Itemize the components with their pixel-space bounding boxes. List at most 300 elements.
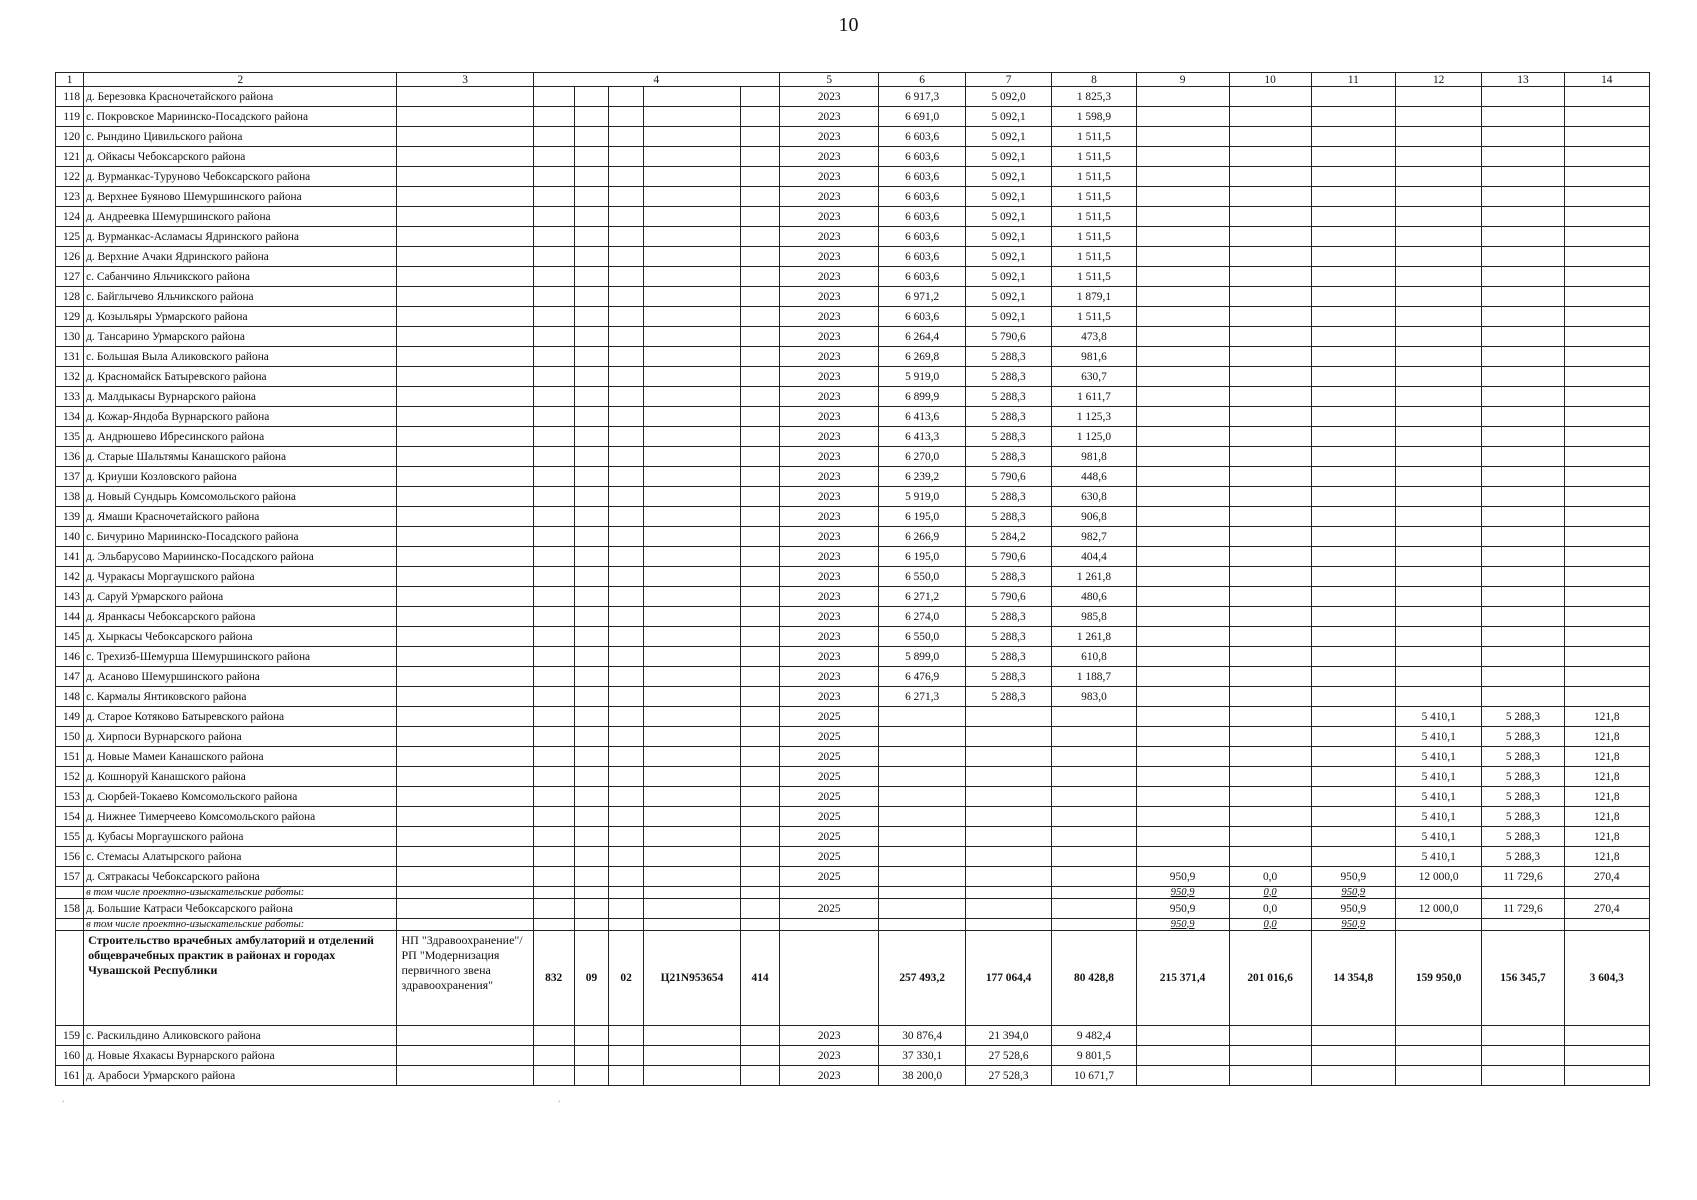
table-cell: 404,4 (1052, 547, 1136, 567)
table-cell (397, 347, 533, 367)
table-cell (609, 167, 644, 187)
table-cell (1395, 1066, 1481, 1086)
table-cell (397, 1046, 533, 1066)
header-cell: 4 (533, 73, 779, 87)
table-cell (609, 407, 644, 427)
table-cell (1052, 899, 1136, 919)
row-number: 124 (56, 207, 84, 227)
table-cell: 5 288,3 (965, 347, 1051, 367)
table-cell (1229, 547, 1311, 567)
table-cell (533, 447, 574, 467)
table-cell (1052, 919, 1136, 931)
table-cell (609, 627, 644, 647)
row-number: 151 (56, 747, 84, 767)
table-cell (574, 847, 609, 867)
table-cell (1311, 87, 1395, 107)
table-cell: 6 550,0 (879, 567, 965, 587)
table-cell: 5 092,1 (965, 187, 1051, 207)
settlement-name: д. Ойкасы Чебоксарского района (84, 147, 397, 167)
table-cell: 5 288,3 (965, 487, 1051, 507)
table-cell (1229, 427, 1311, 447)
table-cell (533, 827, 574, 847)
table-row (56, 807, 1650, 827)
table-cell (533, 667, 574, 687)
table-cell: 5 288,3 (965, 407, 1051, 427)
table-cell (574, 827, 609, 847)
table-cell (574, 707, 609, 727)
page-number: 10 (838, 14, 859, 36)
table-cell (533, 887, 574, 899)
table-cell (1564, 267, 1649, 287)
header-row (56, 73, 1650, 87)
table-cell (533, 367, 574, 387)
settlement-name: д. Саруй Урмарского района (84, 587, 397, 607)
table-cell: 6 603,6 (879, 127, 965, 147)
row-number: 137 (56, 467, 84, 487)
table-cell (1564, 1046, 1649, 1066)
table-cell (643, 327, 740, 347)
table-cell (1311, 1046, 1395, 1066)
year-cell: 2023 (780, 287, 879, 307)
table-cell: 610,8 (1052, 647, 1136, 667)
table-cell (1052, 847, 1136, 867)
table-cell (397, 487, 533, 507)
table-cell (1136, 507, 1229, 527)
table-cell: 6 603,6 (879, 267, 965, 287)
table-cell (1136, 607, 1229, 627)
table-cell: 6 271,3 (879, 687, 965, 707)
table-cell (1564, 147, 1649, 167)
table-cell (1395, 147, 1481, 167)
settlement-name: д. Эльбарусово Мариинско-Посадского района (84, 547, 397, 567)
table-cell (1395, 387, 1481, 407)
table-cell (1564, 407, 1649, 427)
table-cell: 5 410,1 (1395, 827, 1481, 847)
table-cell: 983,0 (1052, 687, 1136, 707)
table-cell (1229, 747, 1311, 767)
table-cell (1229, 87, 1311, 107)
row-number: 120 (56, 127, 84, 147)
table-cell (533, 87, 574, 107)
table-cell (1482, 527, 1564, 547)
table-cell (397, 647, 533, 667)
row-number: 143 (56, 587, 84, 607)
table-cell (1229, 627, 1311, 647)
row-number: 141 (56, 547, 84, 567)
table-cell (1311, 587, 1395, 607)
table-cell (1052, 747, 1136, 767)
table-cell (1229, 267, 1311, 287)
year-cell: 2023 (780, 627, 879, 647)
table-cell (741, 1046, 780, 1066)
settlement-name: д. Кошноруй Канашского района (84, 767, 397, 787)
table-row (56, 627, 1650, 647)
table-cell (1229, 707, 1311, 727)
table-cell (609, 567, 644, 587)
table-cell (643, 867, 740, 887)
table-cell (1482, 547, 1564, 567)
table-cell (397, 707, 533, 727)
table-cell (574, 527, 609, 547)
table-cell (643, 407, 740, 427)
row-number: 136 (56, 447, 84, 467)
table-cell (1052, 827, 1136, 847)
settlement-name: д. Андреевка Шемуршинского района (84, 207, 397, 227)
table-cell (1311, 427, 1395, 447)
table-row (56, 687, 1650, 707)
table-cell: 6 271,2 (879, 587, 965, 607)
table-cell (1229, 607, 1311, 627)
table-cell (1311, 167, 1395, 187)
table-cell (1229, 407, 1311, 427)
year-cell: 2023 (780, 447, 879, 467)
table-cell (533, 147, 574, 167)
table-cell (1136, 307, 1229, 327)
table-cell (609, 1066, 644, 1086)
table-cell: 5 288,3 (1482, 767, 1564, 787)
settlement-name: д. Криуши Козловского района (84, 467, 397, 487)
table-cell (1482, 267, 1564, 287)
table-cell (643, 387, 740, 407)
table-cell (643, 827, 740, 847)
budget-code: 414 (741, 931, 780, 1026)
row-number: 118 (56, 87, 84, 107)
table-cell: 9 801,5 (1052, 1046, 1136, 1066)
table-cell (1482, 147, 1564, 167)
table-cell: 1 511,5 (1052, 247, 1136, 267)
table-cell: 1 261,8 (1052, 627, 1136, 647)
settlement-name: с. Раскильдино Аликовского района (84, 1026, 397, 1046)
year-cell: 2025 (780, 707, 879, 727)
table-cell (397, 167, 533, 187)
table-cell (609, 267, 644, 287)
table-cell: 5 092,1 (965, 307, 1051, 327)
table-cell: 5 092,1 (965, 227, 1051, 247)
settlement-name: д. Хыркасы Чебоксарского района (84, 627, 397, 647)
table-cell: 6 603,6 (879, 307, 965, 327)
table-cell (1311, 207, 1395, 227)
table-cell (1311, 727, 1395, 747)
table-cell (397, 887, 533, 899)
table-cell (1229, 787, 1311, 807)
table-cell (1395, 347, 1481, 367)
row-number: 127 (56, 267, 84, 287)
settlement-name: д. Новые Яхакасы Вурнарского района (84, 1046, 397, 1066)
table-cell (741, 467, 780, 487)
note-row (56, 919, 1650, 931)
table-cell (1482, 347, 1564, 367)
header-cell: 14 (1564, 73, 1649, 87)
table-cell (1229, 727, 1311, 747)
year-cell: 2025 (780, 827, 879, 847)
table-cell (1229, 287, 1311, 307)
table-cell (1136, 647, 1229, 667)
settlement-name: с. Байглычево Яльчикского района (84, 287, 397, 307)
table-cell (397, 307, 533, 327)
budget-code: 02 (609, 931, 644, 1026)
settlement-name: с. Сабанчино Яльчикского района (84, 267, 397, 287)
year-cell: 2025 (780, 727, 879, 747)
table-cell (397, 627, 533, 647)
table-row (56, 407, 1650, 427)
table-cell (1395, 687, 1481, 707)
table-cell (574, 127, 609, 147)
table-cell (1482, 207, 1564, 227)
table-cell: 0,0 (1229, 867, 1311, 887)
settlement-name: д. Арабоси Урмарского района (84, 1066, 397, 1086)
row-number: 138 (56, 487, 84, 507)
table-cell: 985,8 (1052, 607, 1136, 627)
table-cell (1482, 227, 1564, 247)
table-cell (397, 447, 533, 467)
table-cell (1564, 567, 1649, 587)
table-cell: 1 879,1 (1052, 287, 1136, 307)
table-cell (1482, 407, 1564, 427)
table-cell: 5 288,3 (1482, 727, 1564, 747)
table-cell (643, 307, 740, 327)
table-cell (574, 387, 609, 407)
table-row (56, 347, 1650, 367)
table-cell (397, 407, 533, 427)
table-cell (1564, 487, 1649, 507)
table-cell: 6 195,0 (879, 547, 965, 567)
table-cell (397, 567, 533, 587)
table-cell: 5 288,3 (965, 367, 1051, 387)
table-cell (741, 167, 780, 187)
table-cell (1136, 227, 1229, 247)
table-cell (965, 767, 1051, 787)
table-cell: 5 288,3 (965, 607, 1051, 627)
table-cell: 5 288,3 (965, 447, 1051, 467)
table-cell (1482, 587, 1564, 607)
row-number: 150 (56, 727, 84, 747)
table-cell (574, 167, 609, 187)
table-cell: 121,8 (1564, 787, 1649, 807)
settlement-name: д. Верхние Ачаки Ядринского района (84, 247, 397, 267)
table-cell (643, 227, 740, 247)
settlement-name: д. Андрюшево Ибресинского района (84, 427, 397, 447)
table-cell: 38 200,0 (879, 1066, 965, 1086)
table-cell (965, 747, 1051, 767)
settlement-name: д. Асаново Шемуршинского района (84, 667, 397, 687)
table-cell (609, 447, 644, 467)
table-cell (533, 1026, 574, 1046)
table-cell (1311, 307, 1395, 327)
table-cell (1395, 267, 1481, 287)
table-cell (574, 747, 609, 767)
table-cell (397, 867, 533, 887)
table-cell (533, 747, 574, 767)
table-cell (1482, 87, 1564, 107)
year-cell: 2023 (780, 487, 879, 507)
table-cell (1482, 1026, 1564, 1046)
table-cell: 5 092,1 (965, 167, 1051, 187)
settlement-name: с. Бичурино Мариинско-Посадского района (84, 527, 397, 547)
row-number: 140 (56, 527, 84, 547)
table-cell: 5 410,1 (1395, 787, 1481, 807)
table-cell (741, 767, 780, 787)
table-cell (1564, 447, 1649, 467)
table-cell: 5 092,1 (965, 267, 1051, 287)
year-cell: 2023 (780, 1066, 879, 1086)
table-cell: 5 410,1 (1395, 727, 1481, 747)
table-cell (1136, 527, 1229, 547)
table-cell (741, 707, 780, 727)
table-cell (574, 467, 609, 487)
total-cell: 215 371,4 (1136, 931, 1229, 1026)
table-row (56, 267, 1650, 287)
table-cell (1229, 327, 1311, 347)
table-cell (1311, 847, 1395, 867)
year-cell: 2023 (780, 87, 879, 107)
table-cell (879, 847, 965, 867)
table-cell (1395, 887, 1481, 899)
table-row (56, 707, 1650, 727)
budget-code: Ц21N953654 (643, 931, 740, 1026)
row-number: 154 (56, 807, 84, 827)
table-cell: 5 410,1 (1395, 807, 1481, 827)
table-cell: 0,0 (1229, 919, 1311, 931)
table-cell (533, 107, 574, 127)
table-cell (741, 607, 780, 627)
table-cell (397, 767, 533, 787)
table-cell (533, 507, 574, 527)
table-cell (1482, 919, 1564, 931)
table-cell: 1 511,5 (1052, 127, 1136, 147)
table-cell (1311, 227, 1395, 247)
row-number: 119 (56, 107, 84, 127)
table-cell (643, 919, 740, 931)
table-cell (1311, 387, 1395, 407)
table-cell: 6 550,0 (879, 627, 965, 647)
table-cell (574, 287, 609, 307)
table-cell (1136, 247, 1229, 267)
table-cell: 27 528,3 (965, 1066, 1051, 1086)
table-cell (609, 547, 644, 567)
table-cell (609, 727, 644, 747)
table-cell (1136, 287, 1229, 307)
table-cell: 1 611,7 (1052, 387, 1136, 407)
year-cell: 2023 (780, 147, 879, 167)
table-cell (397, 1026, 533, 1046)
table-cell (1311, 1026, 1395, 1046)
table-cell: 5 092,1 (965, 127, 1051, 147)
table-cell: 5 790,6 (965, 467, 1051, 487)
table-cell: 121,8 (1564, 727, 1649, 747)
table-row (56, 1046, 1650, 1066)
table-cell (533, 647, 574, 667)
header-cell: 12 (1395, 73, 1481, 87)
table-cell (1564, 647, 1649, 667)
table-cell: 480,6 (1052, 587, 1136, 607)
table-cell (741, 187, 780, 207)
table-cell (1311, 107, 1395, 127)
table-row (56, 547, 1650, 567)
table-cell: 12 000,0 (1395, 899, 1481, 919)
table-cell (643, 727, 740, 747)
table-cell (1482, 607, 1564, 627)
table-row (56, 167, 1650, 187)
table-cell (609, 387, 644, 407)
table-cell (533, 807, 574, 827)
table-cell (609, 747, 644, 767)
table-cell (1564, 127, 1649, 147)
year-cell: 2023 (780, 227, 879, 247)
table-cell (965, 919, 1051, 931)
table-cell (1395, 407, 1481, 427)
table-cell (1136, 587, 1229, 607)
table-cell (1136, 407, 1229, 427)
year-cell: 2023 (780, 247, 879, 267)
table-cell (741, 227, 780, 247)
table-cell (574, 147, 609, 167)
table-cell: 6 270,0 (879, 447, 965, 467)
table-cell (533, 487, 574, 507)
table-cell: 5 288,3 (965, 647, 1051, 667)
table-cell (533, 707, 574, 727)
table-cell (1564, 607, 1649, 627)
table-cell (397, 87, 533, 107)
table-cell (609, 587, 644, 607)
header-cell: 7 (965, 73, 1051, 87)
table-row (56, 567, 1650, 587)
table-cell (397, 327, 533, 347)
table-cell (1482, 887, 1564, 899)
note-text: в том числе проектно-изыскательские работы: (84, 887, 397, 899)
total-cell: 257 493,2 (879, 931, 965, 1026)
table-cell: 5 092,1 (965, 207, 1051, 227)
year-cell: 2023 (780, 507, 879, 527)
table-cell (397, 607, 533, 627)
table-cell (1564, 547, 1649, 567)
table-cell (643, 487, 740, 507)
table-cell: 5 919,0 (879, 367, 965, 387)
table-cell: 982,7 (1052, 527, 1136, 547)
table-cell (643, 607, 740, 627)
table-cell (1136, 167, 1229, 187)
year-cell: 2023 (780, 387, 879, 407)
table-cell: 630,7 (1052, 367, 1136, 387)
row-number: 149 (56, 707, 84, 727)
table-cell: 1 598,9 (1052, 107, 1136, 127)
table-cell (879, 919, 965, 931)
table-cell: 981,8 (1052, 447, 1136, 467)
table-cell (1311, 767, 1395, 787)
table-cell: 27 528,6 (965, 1046, 1051, 1066)
table-cell (1136, 487, 1229, 507)
table-row (56, 207, 1650, 227)
table-cell (397, 807, 533, 827)
table-cell (1229, 367, 1311, 387)
table-cell (1564, 427, 1649, 447)
table-cell: 6 899,9 (879, 387, 965, 407)
table-cell: 473,8 (1052, 327, 1136, 347)
year-cell: 2023 (780, 187, 879, 207)
table-cell (397, 267, 533, 287)
table-cell (574, 587, 609, 607)
table-cell (609, 227, 644, 247)
table-row (56, 507, 1650, 527)
table-cell (533, 127, 574, 147)
table-cell: 5 410,1 (1395, 767, 1481, 787)
table-cell (965, 727, 1051, 747)
table-cell (1229, 527, 1311, 547)
table-cell (643, 187, 740, 207)
table-cell (1564, 287, 1649, 307)
table-cell: 5 899,0 (879, 647, 965, 667)
table-cell: 10 671,7 (1052, 1066, 1136, 1086)
table-cell (1229, 387, 1311, 407)
